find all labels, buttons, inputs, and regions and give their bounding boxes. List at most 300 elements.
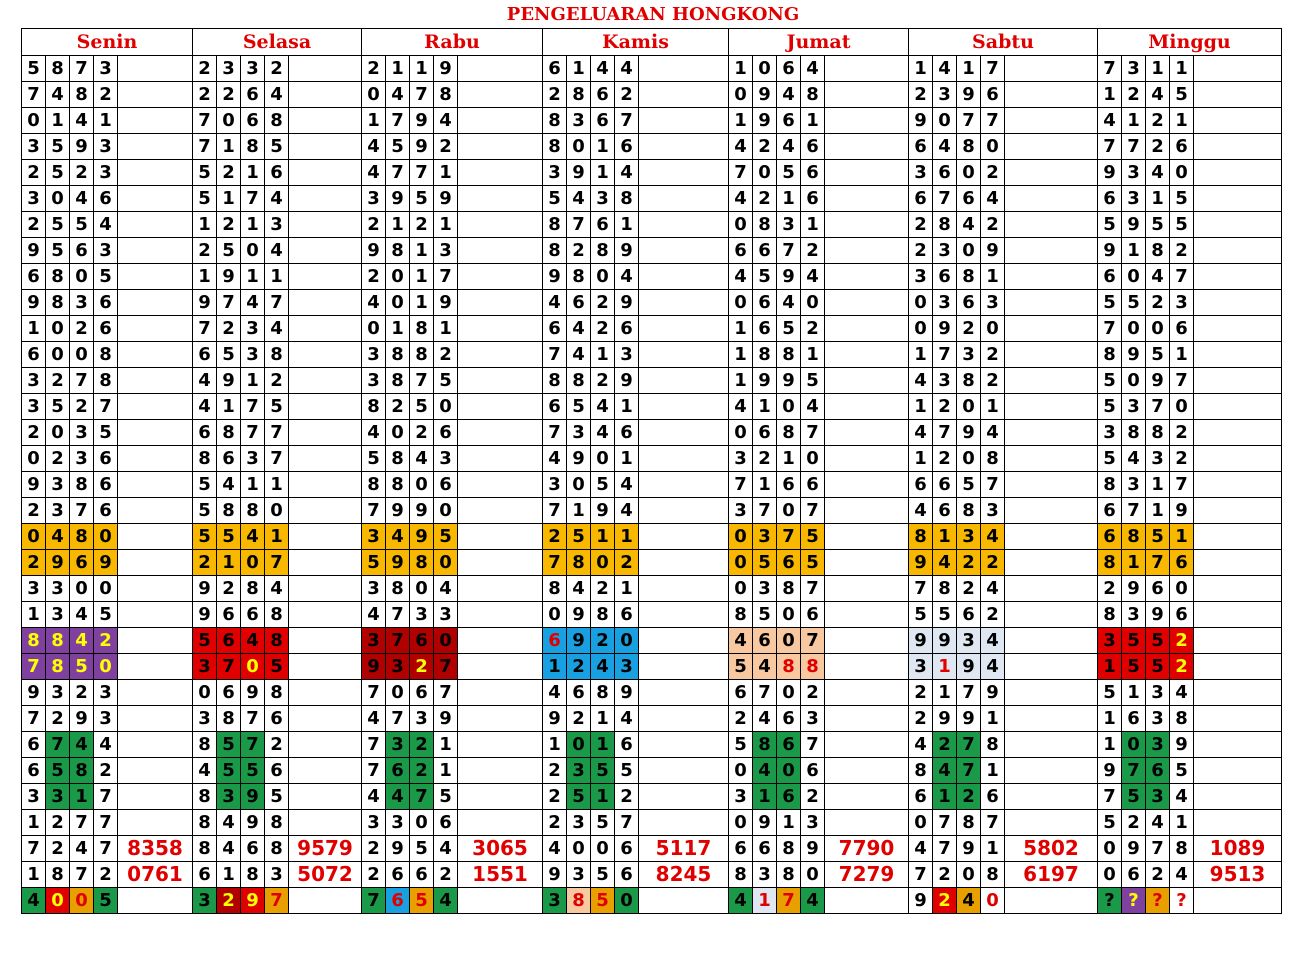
digit-cell: 7 xyxy=(265,888,289,914)
digit-cell: 6 xyxy=(94,290,118,316)
digit-cell: 2 xyxy=(957,316,981,342)
digit-cell: 1 xyxy=(410,56,434,82)
digit-cell: 2 xyxy=(193,550,217,576)
digit-cell: 2 xyxy=(22,160,46,186)
digit-cell: 0 xyxy=(1170,160,1194,186)
result-row xyxy=(22,472,1282,498)
extra-number-cell xyxy=(1005,576,1098,602)
extra-number-cell: 9579 xyxy=(289,836,362,862)
digit-cell: 8 xyxy=(410,550,434,576)
digit-cell: 9 xyxy=(777,368,801,394)
digit-cell: 0 xyxy=(46,342,70,368)
result-row xyxy=(22,888,1282,914)
extra-number-cell xyxy=(825,342,909,368)
extra-number-cell: 6197 xyxy=(1005,862,1098,888)
extra-number-cell xyxy=(1005,212,1098,238)
digit-cell: 0 xyxy=(434,550,458,576)
digit-cell: 9 xyxy=(933,628,957,654)
digit-cell: 9 xyxy=(957,836,981,862)
digit-cell: 4 xyxy=(193,394,217,420)
digit-cell: 5 xyxy=(46,160,70,186)
digit-cell: 4 xyxy=(1122,446,1146,472)
digit-cell: 8 xyxy=(265,342,289,368)
extra-number-cell xyxy=(118,342,193,368)
extra-number-cell xyxy=(1194,576,1282,602)
digit-cell: 4 xyxy=(981,524,1005,550)
digit-cell: 9 xyxy=(46,550,70,576)
digit-cell: 6 xyxy=(22,732,46,758)
digit-cell: 2 xyxy=(70,316,94,342)
digit-cell: 2 xyxy=(543,524,567,550)
result-row xyxy=(22,524,1282,550)
digit-cell: 8 xyxy=(1098,602,1122,628)
digit-cell: 8 xyxy=(22,628,46,654)
digit-cell: 4 xyxy=(729,394,753,420)
digit-cell: 6 xyxy=(615,836,639,862)
digit-cell: 4 xyxy=(957,212,981,238)
digit-cell: 4 xyxy=(753,654,777,680)
digit-cell: 6 xyxy=(22,264,46,290)
digit-cell: 6 xyxy=(217,628,241,654)
digit-cell: 8 xyxy=(217,420,241,446)
extra-number-cell xyxy=(639,420,729,446)
digit-cell: 0 xyxy=(265,498,289,524)
digit-cell: 6 xyxy=(909,186,933,212)
digit-cell: 1 xyxy=(567,56,591,82)
extra-number-cell xyxy=(458,108,543,134)
digit-cell: 1 xyxy=(193,264,217,290)
extra-number-cell xyxy=(639,160,729,186)
digit-cell: 2 xyxy=(801,238,825,264)
digit-cell: 5 xyxy=(434,784,458,810)
digit-cell: 0 xyxy=(801,290,825,316)
digit-cell: 4 xyxy=(543,836,567,862)
digit-cell: 2 xyxy=(981,160,1005,186)
extra-number-cell xyxy=(1194,524,1282,550)
digit-cell: 4 xyxy=(46,524,70,550)
extra-number-cell xyxy=(1005,342,1098,368)
digit-cell: 4 xyxy=(615,56,639,82)
digit-cell: 4 xyxy=(22,888,46,914)
digit-cell: 2 xyxy=(615,784,639,810)
digit-cell: 0 xyxy=(94,524,118,550)
digit-cell: 8 xyxy=(1098,472,1122,498)
digit-cell: 1 xyxy=(1146,186,1170,212)
digit-cell: 2 xyxy=(193,238,217,264)
digit-cell: 0 xyxy=(1122,264,1146,290)
digit-cell: 7 xyxy=(543,342,567,368)
extra-number-cell xyxy=(825,784,909,810)
extra-number-cell xyxy=(458,602,543,628)
digit-cell: 8 xyxy=(70,472,94,498)
result-row xyxy=(22,862,1282,888)
digit-cell: 3 xyxy=(241,446,265,472)
digit-cell: 7 xyxy=(777,238,801,264)
digit-cell: 0 xyxy=(1122,368,1146,394)
digit-cell: 6 xyxy=(801,134,825,160)
digit-cell: 4 xyxy=(1146,160,1170,186)
result-row xyxy=(22,186,1282,212)
digit-cell: 2 xyxy=(217,888,241,914)
digit-cell: 9 xyxy=(567,602,591,628)
digit-cell: 0 xyxy=(1098,862,1122,888)
extra-number-cell: 1089 xyxy=(1194,836,1282,862)
digit-cell: 9 xyxy=(217,264,241,290)
digit-cell: 7 xyxy=(362,732,386,758)
digit-cell: 6 xyxy=(933,498,957,524)
digit-cell: 5 xyxy=(591,472,615,498)
digit-cell: 2 xyxy=(543,810,567,836)
digit-cell: 9 xyxy=(957,82,981,108)
digit-cell: 8 xyxy=(591,680,615,706)
digit-cell: 1 xyxy=(70,784,94,810)
digit-cell: 3 xyxy=(567,108,591,134)
digit-cell: 6 xyxy=(386,758,410,784)
digit-cell: 4 xyxy=(94,212,118,238)
extra-number-cell xyxy=(458,316,543,342)
extra-number-cell xyxy=(118,888,193,914)
digit-cell: 7 xyxy=(1098,56,1122,82)
digit-cell: 2 xyxy=(909,706,933,732)
extra-number-cell xyxy=(458,420,543,446)
extra-number-cell xyxy=(118,784,193,810)
digit-cell: 7 xyxy=(22,706,46,732)
extra-number-cell xyxy=(458,394,543,420)
digit-cell: 7 xyxy=(981,472,1005,498)
result-row xyxy=(22,316,1282,342)
digit-cell: 5 xyxy=(801,524,825,550)
digit-cell: 1 xyxy=(22,862,46,888)
day-header-minggu: Minggu xyxy=(1098,29,1282,56)
digit-cell: 8 xyxy=(193,810,217,836)
extra-number-cell xyxy=(458,680,543,706)
digit-cell: ? xyxy=(1098,888,1122,914)
digit-cell: 8 xyxy=(729,602,753,628)
extra-number-cell xyxy=(639,784,729,810)
extra-number-cell xyxy=(289,82,362,108)
digit-cell: 4 xyxy=(410,446,434,472)
digit-cell: 3 xyxy=(1098,420,1122,446)
digit-cell: 8 xyxy=(46,628,70,654)
digit-cell: 3 xyxy=(1146,446,1170,472)
digit-cell: 9 xyxy=(410,108,434,134)
day-header-rabu: Rabu xyxy=(362,29,543,56)
digit-cell: 1 xyxy=(753,888,777,914)
digit-cell: 6 xyxy=(1170,134,1194,160)
extra-number-cell xyxy=(1194,160,1282,186)
digit-cell: 4 xyxy=(543,680,567,706)
digit-cell: 1 xyxy=(801,108,825,134)
digit-cell: 0 xyxy=(386,264,410,290)
extra-number-cell xyxy=(639,888,729,914)
extra-number-cell xyxy=(825,290,909,316)
digit-cell: 7 xyxy=(265,550,289,576)
digit-cell: 2 xyxy=(434,342,458,368)
extra-number-cell xyxy=(289,186,362,212)
extra-number-cell xyxy=(458,342,543,368)
extra-number-cell xyxy=(1005,550,1098,576)
digit-cell: 4 xyxy=(729,888,753,914)
digit-cell: 2 xyxy=(591,290,615,316)
digit-cell: 3 xyxy=(957,524,981,550)
digit-cell: 4 xyxy=(1170,680,1194,706)
digit-cell: 5 xyxy=(265,134,289,160)
digit-cell: 8 xyxy=(1146,238,1170,264)
extra-number-cell xyxy=(118,550,193,576)
digit-cell: 2 xyxy=(22,420,46,446)
digit-cell: 5 xyxy=(265,394,289,420)
digit-cell: 9 xyxy=(434,56,458,82)
digit-cell: 6 xyxy=(801,472,825,498)
extra-number-cell xyxy=(1194,316,1282,342)
digit-cell: 7 xyxy=(70,862,94,888)
digit-cell: 2 xyxy=(362,212,386,238)
digit-cell: 5 xyxy=(1122,784,1146,810)
digit-cell: 9 xyxy=(567,160,591,186)
digit-cell: 4 xyxy=(265,186,289,212)
extra-number-cell xyxy=(1194,290,1282,316)
digit-cell: 4 xyxy=(777,290,801,316)
extra-number-cell xyxy=(1005,472,1098,498)
extra-number-cell: 5802 xyxy=(1005,836,1098,862)
digit-cell: 1 xyxy=(981,836,1005,862)
digit-cell: 7 xyxy=(957,108,981,134)
extra-number-cell xyxy=(639,368,729,394)
digit-cell: 1 xyxy=(434,212,458,238)
digit-cell: 4 xyxy=(434,576,458,602)
digit-cell: 3 xyxy=(217,56,241,82)
digit-cell: 2 xyxy=(1170,628,1194,654)
extra-number-cell xyxy=(825,550,909,576)
digit-cell: 4 xyxy=(777,134,801,160)
digit-cell: 7 xyxy=(70,56,94,82)
digit-cell: 6 xyxy=(543,628,567,654)
digit-cell: 1 xyxy=(1122,550,1146,576)
extra-number-cell xyxy=(458,550,543,576)
digit-cell: 7 xyxy=(981,108,1005,134)
digit-cell: 3 xyxy=(1122,186,1146,212)
digit-cell: 9 xyxy=(615,368,639,394)
digit-cell: 1 xyxy=(1170,56,1194,82)
digit-cell: 9 xyxy=(386,186,410,212)
digit-cell: 7 xyxy=(801,732,825,758)
digit-cell: 2 xyxy=(94,758,118,784)
digit-cell: 8 xyxy=(981,862,1005,888)
digit-cell: 2 xyxy=(217,82,241,108)
extra-number-cell xyxy=(1005,446,1098,472)
digit-cell: 5 xyxy=(46,212,70,238)
digit-cell: 9 xyxy=(193,576,217,602)
digit-cell: 7 xyxy=(410,368,434,394)
digit-cell: 6 xyxy=(957,602,981,628)
digit-cell: 2 xyxy=(933,888,957,914)
digit-cell: 6 xyxy=(981,784,1005,810)
digit-cell: 9 xyxy=(1098,758,1122,784)
digit-cell: 1 xyxy=(22,316,46,342)
digit-cell: 2 xyxy=(46,810,70,836)
extra-number-cell xyxy=(289,576,362,602)
digit-cell: 0 xyxy=(70,576,94,602)
digit-cell: 5 xyxy=(753,264,777,290)
digit-cell: 8 xyxy=(981,732,1005,758)
digit-cell: 9 xyxy=(753,82,777,108)
digit-cell: 2 xyxy=(567,706,591,732)
digit-cell: 7 xyxy=(801,498,825,524)
digit-cell: 2 xyxy=(410,732,434,758)
digit-cell: 3 xyxy=(46,602,70,628)
digit-cell: 1 xyxy=(591,342,615,368)
digit-cell: 3 xyxy=(1170,290,1194,316)
extra-number-cell xyxy=(289,472,362,498)
digit-cell: 6 xyxy=(434,472,458,498)
digit-cell: 3 xyxy=(362,524,386,550)
digit-cell: 1 xyxy=(615,394,639,420)
extra-number-cell xyxy=(639,732,729,758)
extra-number-cell xyxy=(289,108,362,134)
digit-cell: 0 xyxy=(386,680,410,706)
result-row xyxy=(22,290,1282,316)
digit-cell: 7 xyxy=(981,56,1005,82)
digit-cell: 3 xyxy=(1122,56,1146,82)
digit-cell: 7 xyxy=(386,160,410,186)
digit-cell: 5 xyxy=(70,212,94,238)
digit-cell: 7 xyxy=(567,212,591,238)
digit-cell: 8 xyxy=(193,732,217,758)
digit-cell: 7 xyxy=(22,836,46,862)
digit-cell: 4 xyxy=(981,654,1005,680)
digit-cell: 3 xyxy=(1146,680,1170,706)
digit-cell: 4 xyxy=(909,836,933,862)
digit-cell: 1 xyxy=(729,368,753,394)
digit-cell: 0 xyxy=(362,316,386,342)
digit-cell: 3 xyxy=(567,862,591,888)
digit-cell: 0 xyxy=(957,394,981,420)
digit-cell: 5 xyxy=(193,628,217,654)
result-row xyxy=(22,56,1282,82)
digit-cell: 8 xyxy=(591,602,615,628)
digit-cell: 9 xyxy=(909,550,933,576)
digit-cell: 3 xyxy=(46,784,70,810)
digit-cell: 0 xyxy=(94,654,118,680)
digit-cell: 2 xyxy=(543,784,567,810)
extra-number-cell xyxy=(1194,706,1282,732)
digit-cell: 0 xyxy=(729,82,753,108)
digit-cell: 2 xyxy=(1170,446,1194,472)
digit-cell: 0 xyxy=(410,810,434,836)
extra-number-cell xyxy=(1005,732,1098,758)
digit-cell: 1 xyxy=(1098,82,1122,108)
extra-number-cell xyxy=(1005,264,1098,290)
digit-cell: 1 xyxy=(777,446,801,472)
digit-cell: 7 xyxy=(193,108,217,134)
extra-number-cell xyxy=(825,758,909,784)
digit-cell: 6 xyxy=(1170,550,1194,576)
digit-cell: 9 xyxy=(957,420,981,446)
extra-number-cell xyxy=(289,212,362,238)
digit-cell: 1 xyxy=(241,368,265,394)
extra-number-cell xyxy=(289,316,362,342)
digit-cell: 8 xyxy=(70,758,94,784)
digit-cell: 8 xyxy=(1098,550,1122,576)
extra-number-cell xyxy=(1005,758,1098,784)
extra-number-cell xyxy=(289,342,362,368)
digit-cell: 0 xyxy=(777,758,801,784)
digit-cell: 5 xyxy=(753,602,777,628)
digit-cell: 0 xyxy=(777,498,801,524)
extra-number-cell xyxy=(118,160,193,186)
digit-cell: 6 xyxy=(729,680,753,706)
digit-cell: 8 xyxy=(957,134,981,160)
digit-cell: 4 xyxy=(567,316,591,342)
digit-cell: 7 xyxy=(217,290,241,316)
digit-cell: 1 xyxy=(933,680,957,706)
digit-cell: 9 xyxy=(981,238,1005,264)
digit-cell: 7 xyxy=(434,654,458,680)
digit-cell: 0 xyxy=(434,628,458,654)
digit-cell: 7 xyxy=(22,82,46,108)
digit-cell: 8 xyxy=(777,420,801,446)
digit-cell: 3 xyxy=(410,602,434,628)
digit-cell: 5 xyxy=(1098,446,1122,472)
extra-number-cell xyxy=(118,732,193,758)
extra-number-cell xyxy=(1005,888,1098,914)
digit-cell: 1 xyxy=(46,108,70,134)
digit-cell: 1 xyxy=(434,758,458,784)
digit-cell: 3 xyxy=(957,342,981,368)
digit-cell: 5 xyxy=(1146,524,1170,550)
extra-number-cell xyxy=(639,394,729,420)
digit-cell: 1 xyxy=(217,134,241,160)
digit-cell: 4 xyxy=(909,420,933,446)
digit-cell: 0 xyxy=(777,602,801,628)
digit-cell: ? xyxy=(1122,888,1146,914)
digit-cell: 5 xyxy=(1170,82,1194,108)
extra-number-cell xyxy=(639,550,729,576)
digit-cell: 0 xyxy=(615,628,639,654)
extra-number-cell xyxy=(289,134,362,160)
digit-cell: 6 xyxy=(591,108,615,134)
digit-cell: 4 xyxy=(801,394,825,420)
extra-number-cell xyxy=(289,160,362,186)
digit-cell: 3 xyxy=(70,446,94,472)
digit-cell: 2 xyxy=(46,368,70,394)
digit-cell: 2 xyxy=(615,550,639,576)
digit-cell: 4 xyxy=(70,602,94,628)
extra-number-cell xyxy=(1005,602,1098,628)
extra-number-cell xyxy=(1005,784,1098,810)
digit-cell: 2 xyxy=(957,550,981,576)
digit-cell: 8 xyxy=(615,186,639,212)
digit-cell: 2 xyxy=(801,316,825,342)
digit-cell: 6 xyxy=(193,420,217,446)
digit-cell: 8 xyxy=(801,654,825,680)
digit-cell: 9 xyxy=(933,706,957,732)
digit-cell: 3 xyxy=(434,602,458,628)
digit-cell: 2 xyxy=(94,82,118,108)
digit-cell: 1 xyxy=(1122,108,1146,134)
digit-cell: 8 xyxy=(386,368,410,394)
digit-cell: 3 xyxy=(386,810,410,836)
digit-cell: 0 xyxy=(801,862,825,888)
extra-number-cell xyxy=(639,238,729,264)
extra-number-cell xyxy=(118,602,193,628)
result-row xyxy=(22,368,1282,394)
digit-cell: 6 xyxy=(753,420,777,446)
digit-cell: 0 xyxy=(981,888,1005,914)
digit-cell: 5 xyxy=(777,160,801,186)
digit-cell: 3 xyxy=(94,680,118,706)
extra-number-cell xyxy=(118,82,193,108)
